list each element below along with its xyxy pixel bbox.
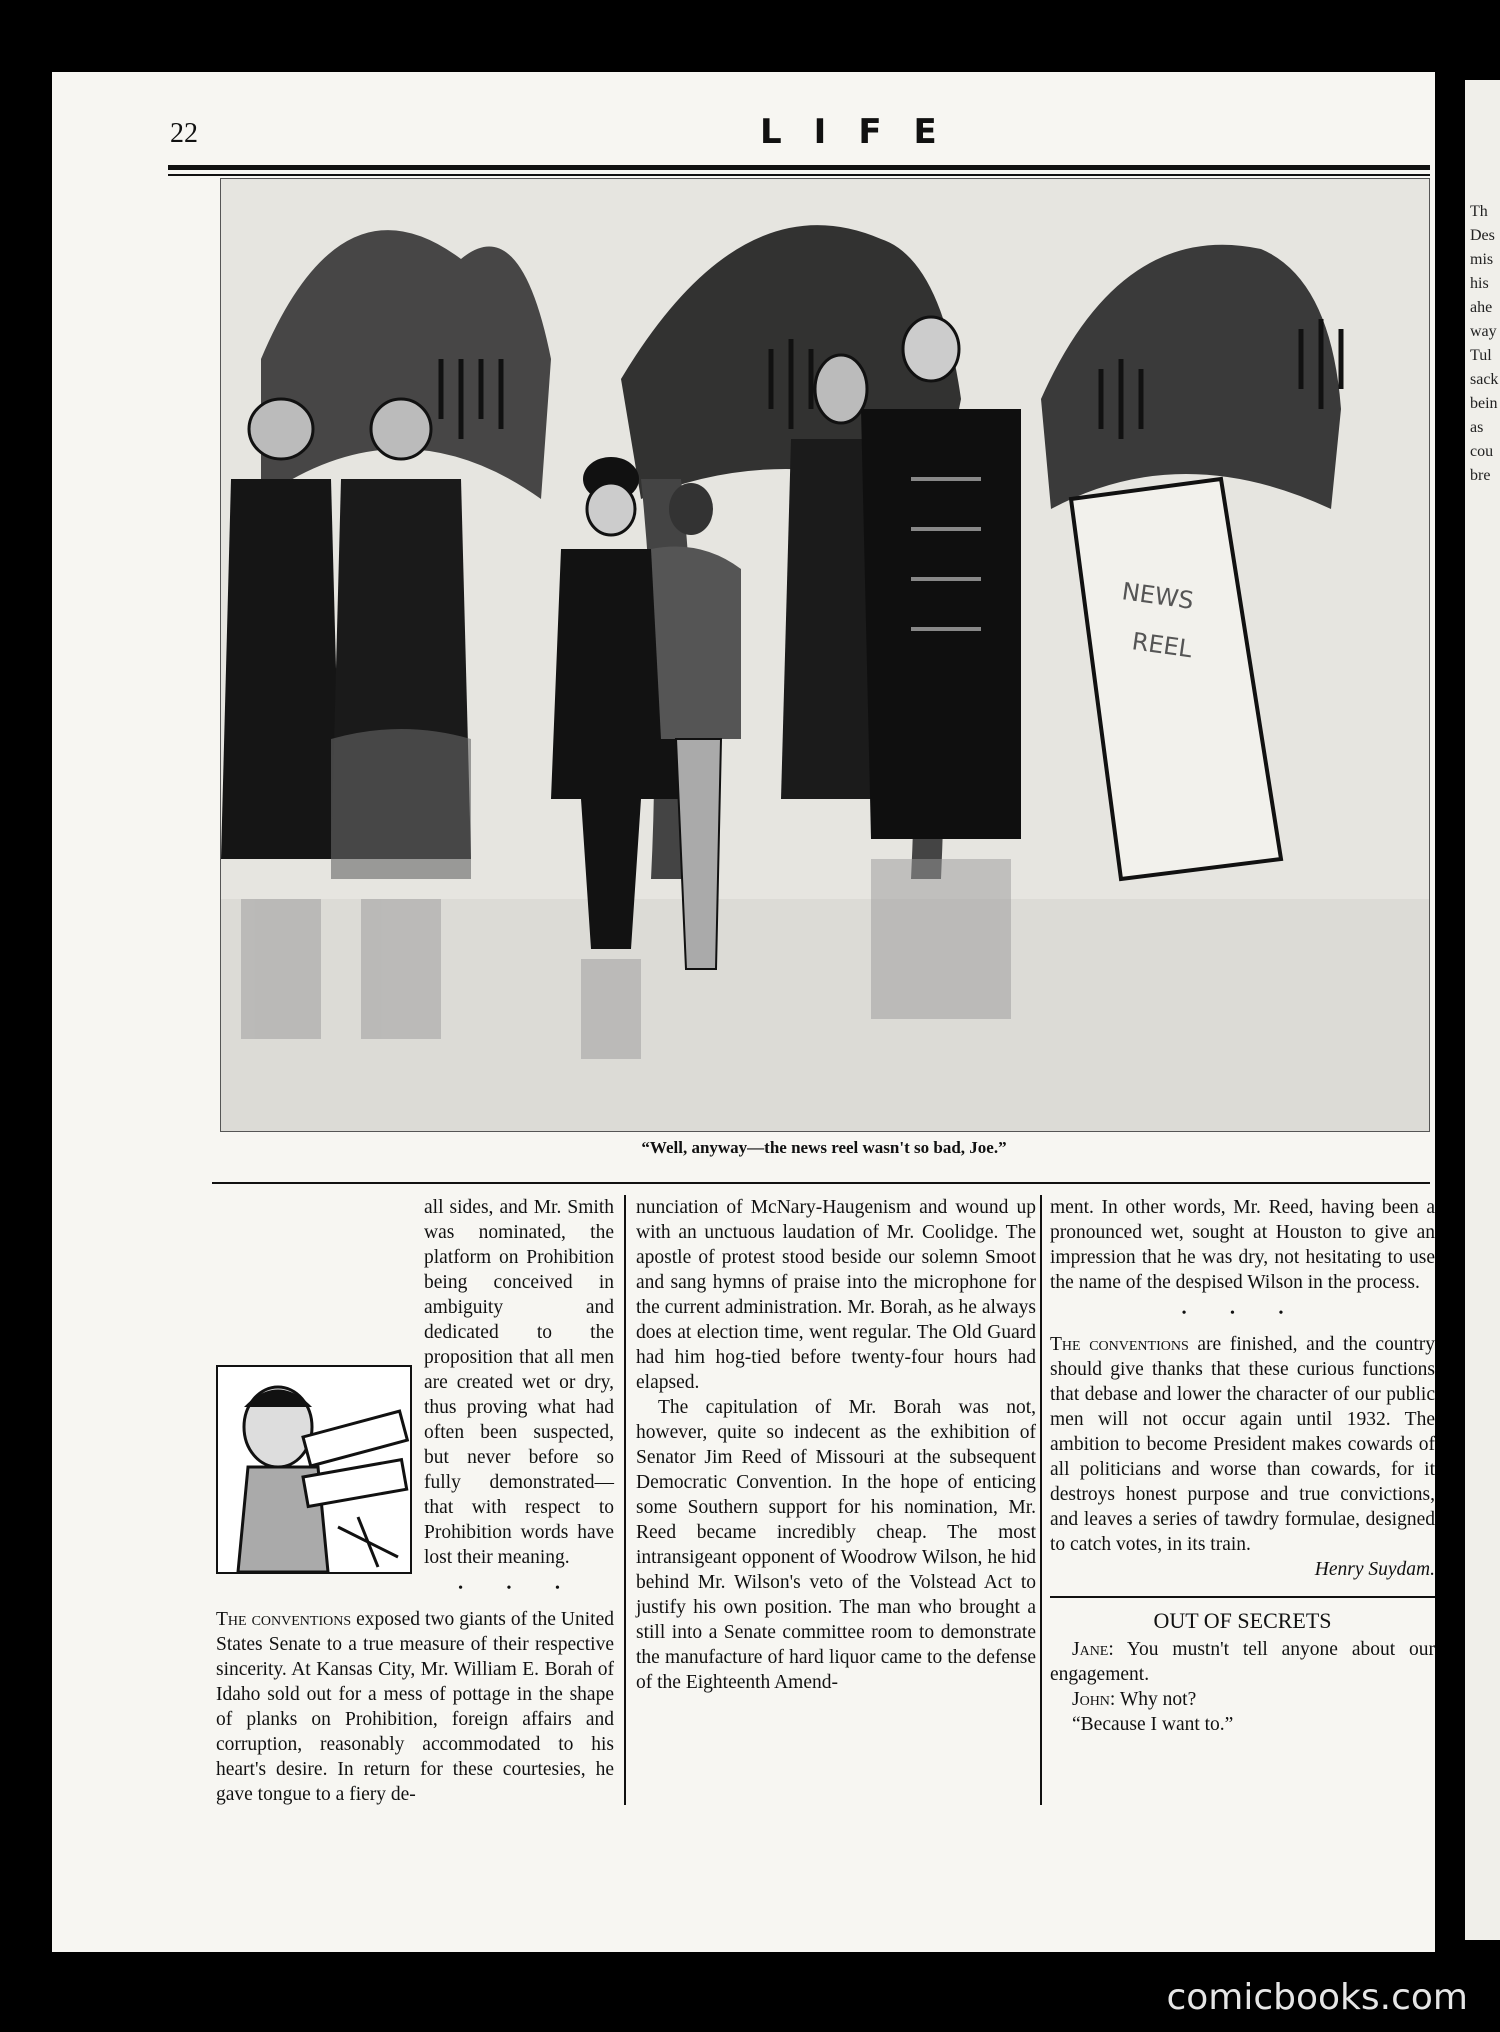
adjacent-page-fragment: bein	[1470, 395, 1498, 412]
dialogue-line: Jane: You mustn't tell anyone about our engagement.	[1050, 1639, 1435, 1685]
adjacent-page-text	[1470, 200, 1500, 488]
adjacent-page-fragment: Th	[1470, 203, 1488, 220]
column-top-rule	[212, 1182, 1430, 1184]
author-signature: Henry Suydam.	[1314, 1559, 1435, 1580]
cartoon-caption: “Well, anyway—the news reel wasn't so bad, Joe.”	[641, 1138, 1007, 1157]
article-column-3	[1050, 1195, 1435, 1737]
lead-in: The conventions	[216, 1609, 352, 1630]
dialogue-line: John: Why not?	[1072, 1689, 1197, 1710]
site-watermark: comicbooks.com	[1166, 1977, 1468, 2018]
page-gutter	[1435, 72, 1465, 1952]
magazine-title: LIFE	[760, 112, 969, 152]
adjacent-page-fragment: Tul	[1470, 347, 1492, 364]
article-paragraph: The conventions exposed two giants of the United States Senate to a true measure of their respective sincerity. At Kansas City, Mr. William E. Borah of Idaho sold out for a mess of pottage in the shape of planks on Prohibition, foreign affairs and corruption, reasonably accommodated to his heart's desire. In return for these courtesies, he gave tongue to a fiery de-	[216, 1609, 614, 1805]
lead-in: The conventions	[1050, 1334, 1189, 1355]
article-paragraph: nunciation of McNary-Haugenism and wound up with an unctuous laudation of Mr. Coolidge. The apostle of protest stood beside our solemn Smoot and sang hymns of praise into the microphone for the current administration. Mr. Borah, as he always does at election time, went regular. The Old Guard had him hog-tied before twenty-four hours had elapsed.	[636, 1197, 1036, 1393]
adjacent-page-fragment: as	[1470, 419, 1484, 436]
svg-text:NEWS: NEWS	[1120, 577, 1196, 615]
article-column-2	[636, 1195, 1036, 1695]
page-number: 22	[170, 118, 198, 149]
article-paragraph: ment. In other words, Mr. Reed, having been a pronounced wet, sought at Houston to give an impression that he was dry, not hesitating to use the name of the despised Wilson in the process.	[1050, 1197, 1435, 1293]
header-rule	[168, 165, 1430, 170]
cartoon-illustration	[220, 178, 1430, 1132]
section-break-dots: • • •	[458, 1581, 580, 1596]
adjacent-page-fragment: Des	[1470, 227, 1495, 244]
svg-text:REEL: REEL	[1130, 627, 1194, 664]
column-divider	[1040, 1195, 1042, 1805]
adjacent-page-fragment: ahe	[1470, 299, 1493, 316]
header-rule-thin	[168, 174, 1430, 176]
article-paragraph: The capitulation of Mr. Borah was not, however, quite so indecent as the exhibition of Senator Jim Reed of Missouri at the subsequent Democratic Convention. In the hope of enticing some Southern support for his nomination, Mr. Reed became incredibly cheap. The most intransigeant opponent of Woodrow Wilson, he hid behind Mr. Wilson's veto of the Volstead Act to justify his own position. The man who brought a still into a Senate committee room to demonstrate the manufacture of hard liquor came to the defense of the Eighteenth Amend-	[636, 1397, 1036, 1693]
article-paragraph: The conventions are finished, and the country should give thanks that these curious functions that debase and lower the character of our public men will not occur again until 1932. The ambition to become President makes cowards of all politicians and worse than cowards, for it destroys honest purpose and true convictions, and leaves a series of tawdry formulae, designed to catch votes, in its train.	[1050, 1334, 1435, 1555]
article-paragraph: all sides, and Mr. Smith was nominated, the platform on Prohibition being conceived in ambiguity and dedicated to the proposition that all men are created wet or dry, thus proving what had often been suspected, but never before so fully demonstrated—that with respect to Prohibition words have lost their meaning.	[424, 1197, 614, 1568]
section-break-dots: • • •	[1181, 1306, 1304, 1321]
adjacent-page-fragment: cou	[1470, 443, 1494, 460]
column-divider	[624, 1195, 626, 1805]
sidebar-rule	[1050, 1596, 1435, 1598]
adjacent-page-fragment: way	[1470, 323, 1497, 340]
adjacent-page-fragment: mis	[1470, 251, 1494, 268]
adjacent-page-fragment: bre	[1470, 467, 1491, 484]
article-column-1	[216, 1195, 614, 1807]
dialogue-line: “Because I want to.”	[1072, 1714, 1234, 1735]
adjacent-page-fragment: sack	[1470, 371, 1499, 388]
adjacent-page-fragment: his	[1470, 275, 1489, 292]
senator-portrait-sketch	[216, 1365, 412, 1574]
sidebar-title: OUT OF SECRETS	[1153, 1608, 1332, 1633]
